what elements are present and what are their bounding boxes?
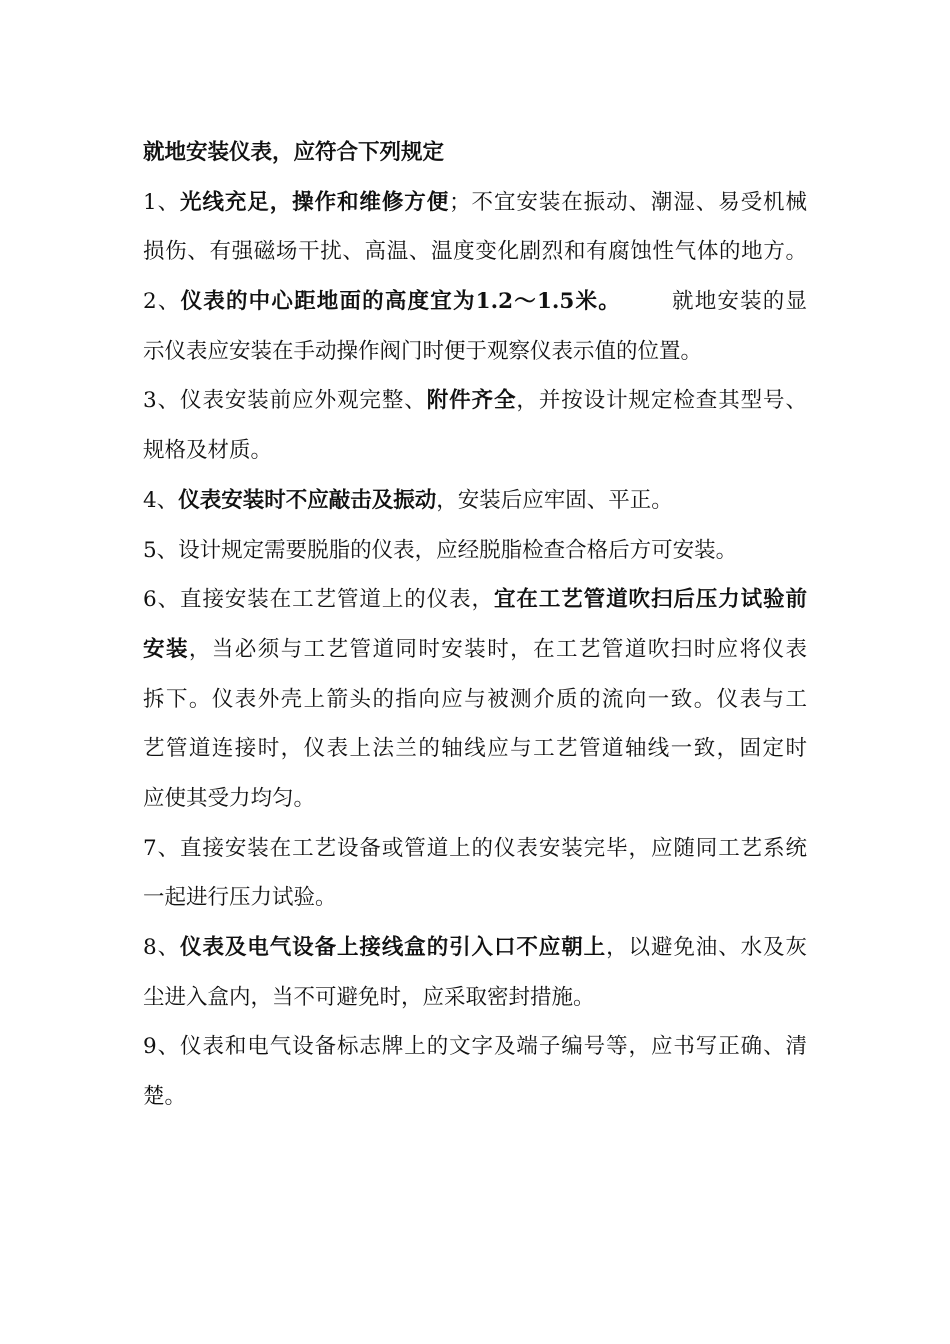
text-line bbox=[143, 526, 807, 576]
bold-text: 附件齐全 bbox=[426, 388, 517, 414]
text-line bbox=[143, 625, 807, 675]
text-line bbox=[143, 476, 807, 526]
text: 7、直接安装在工艺设备或管道上的仪表安装完毕，应随同工艺系统 bbox=[143, 835, 807, 861]
text: 规格及材质。 bbox=[143, 438, 273, 464]
text: ，当必须与工艺管道同时安装时，在工艺管道吹扫时应将仪表 bbox=[188, 636, 807, 662]
text: 1、 bbox=[143, 189, 181, 215]
text: 尘进入盒内，当不可避免时，应采取密封措施。 bbox=[143, 984, 595, 1010]
document-body bbox=[143, 128, 807, 1122]
text-line bbox=[143, 426, 807, 476]
text: 8、 bbox=[143, 935, 181, 960]
document-lines bbox=[143, 178, 807, 1122]
text-line bbox=[143, 376, 807, 426]
text: ，以避免油、水及灰 bbox=[606, 935, 807, 960]
text: ，并按设计规定检查其型号、 bbox=[516, 388, 807, 414]
text-line bbox=[143, 675, 807, 725]
text: 4、 bbox=[143, 487, 179, 513]
text: 示仪表应安装在手动操作阀门时便于观察仪表示值的位置。 bbox=[143, 338, 703, 364]
text-line bbox=[143, 327, 807, 377]
text: 2、 bbox=[143, 289, 181, 315]
text: 9、仪表和电气设备标志牌上的文字及端子编号等，应书写正确、清 bbox=[143, 1034, 807, 1060]
text: 一起进行压力试验。 bbox=[143, 885, 337, 911]
text: ；不宜安装在振动、潮湿、易受机械 bbox=[449, 189, 807, 215]
text: 拆下。仪表外壳上箭头的指向应与被测介质的流向一致。仪表与工 bbox=[143, 686, 807, 712]
bold-text: 仪表安装时不应敲击及振动 bbox=[178, 487, 437, 513]
bold-text: 光线充足，操作和维修方便 bbox=[180, 189, 450, 215]
text: ，安装后应牢固、平正。 bbox=[436, 487, 673, 513]
text-line bbox=[143, 575, 807, 625]
text-line bbox=[143, 1022, 807, 1072]
text-line bbox=[143, 824, 807, 874]
text: 艺管道连接时，仪表上法兰的轴线应与工艺管道轴线一致，固定时 bbox=[143, 736, 807, 762]
text: 就地安装的显 bbox=[620, 289, 807, 315]
document-title: 就地安装仪表，应符合下列规定 bbox=[143, 140, 445, 165]
text-line bbox=[143, 277, 807, 327]
bold-text: 安装 bbox=[143, 636, 189, 662]
text: 损伤、有强磁场干扰、高温、温度变化剧烈和有腐蚀性气体的地方。 bbox=[143, 239, 807, 265]
text-line bbox=[143, 873, 807, 923]
text-line bbox=[143, 178, 807, 228]
text: 应使其受力均匀。 bbox=[143, 785, 316, 811]
text-line bbox=[143, 227, 807, 277]
text: 5、设计规定需要脱脂的仪表，应经脱脂检查合格后方可安装。 bbox=[143, 537, 738, 563]
bold-text: 仪表及电气设备上接线盒的引入口不应朝上 bbox=[180, 935, 607, 960]
text: 楚。 bbox=[143, 1084, 187, 1110]
text-line bbox=[143, 774, 807, 824]
bold-text: 仪表的中心距地面的高度宜为1.2～1.5米。 bbox=[180, 289, 621, 315]
bold-text: 宜在工艺管道吹扫后压力试验前 bbox=[493, 587, 807, 613]
text-line bbox=[143, 1072, 807, 1122]
text: 3、仪表安装前应外观完整、 bbox=[143, 388, 427, 414]
text-line bbox=[143, 724, 807, 774]
text-line bbox=[143, 973, 807, 1023]
text-line bbox=[143, 923, 807, 973]
text: 6、直接安装在工艺管道上的仪表， bbox=[143, 587, 494, 613]
